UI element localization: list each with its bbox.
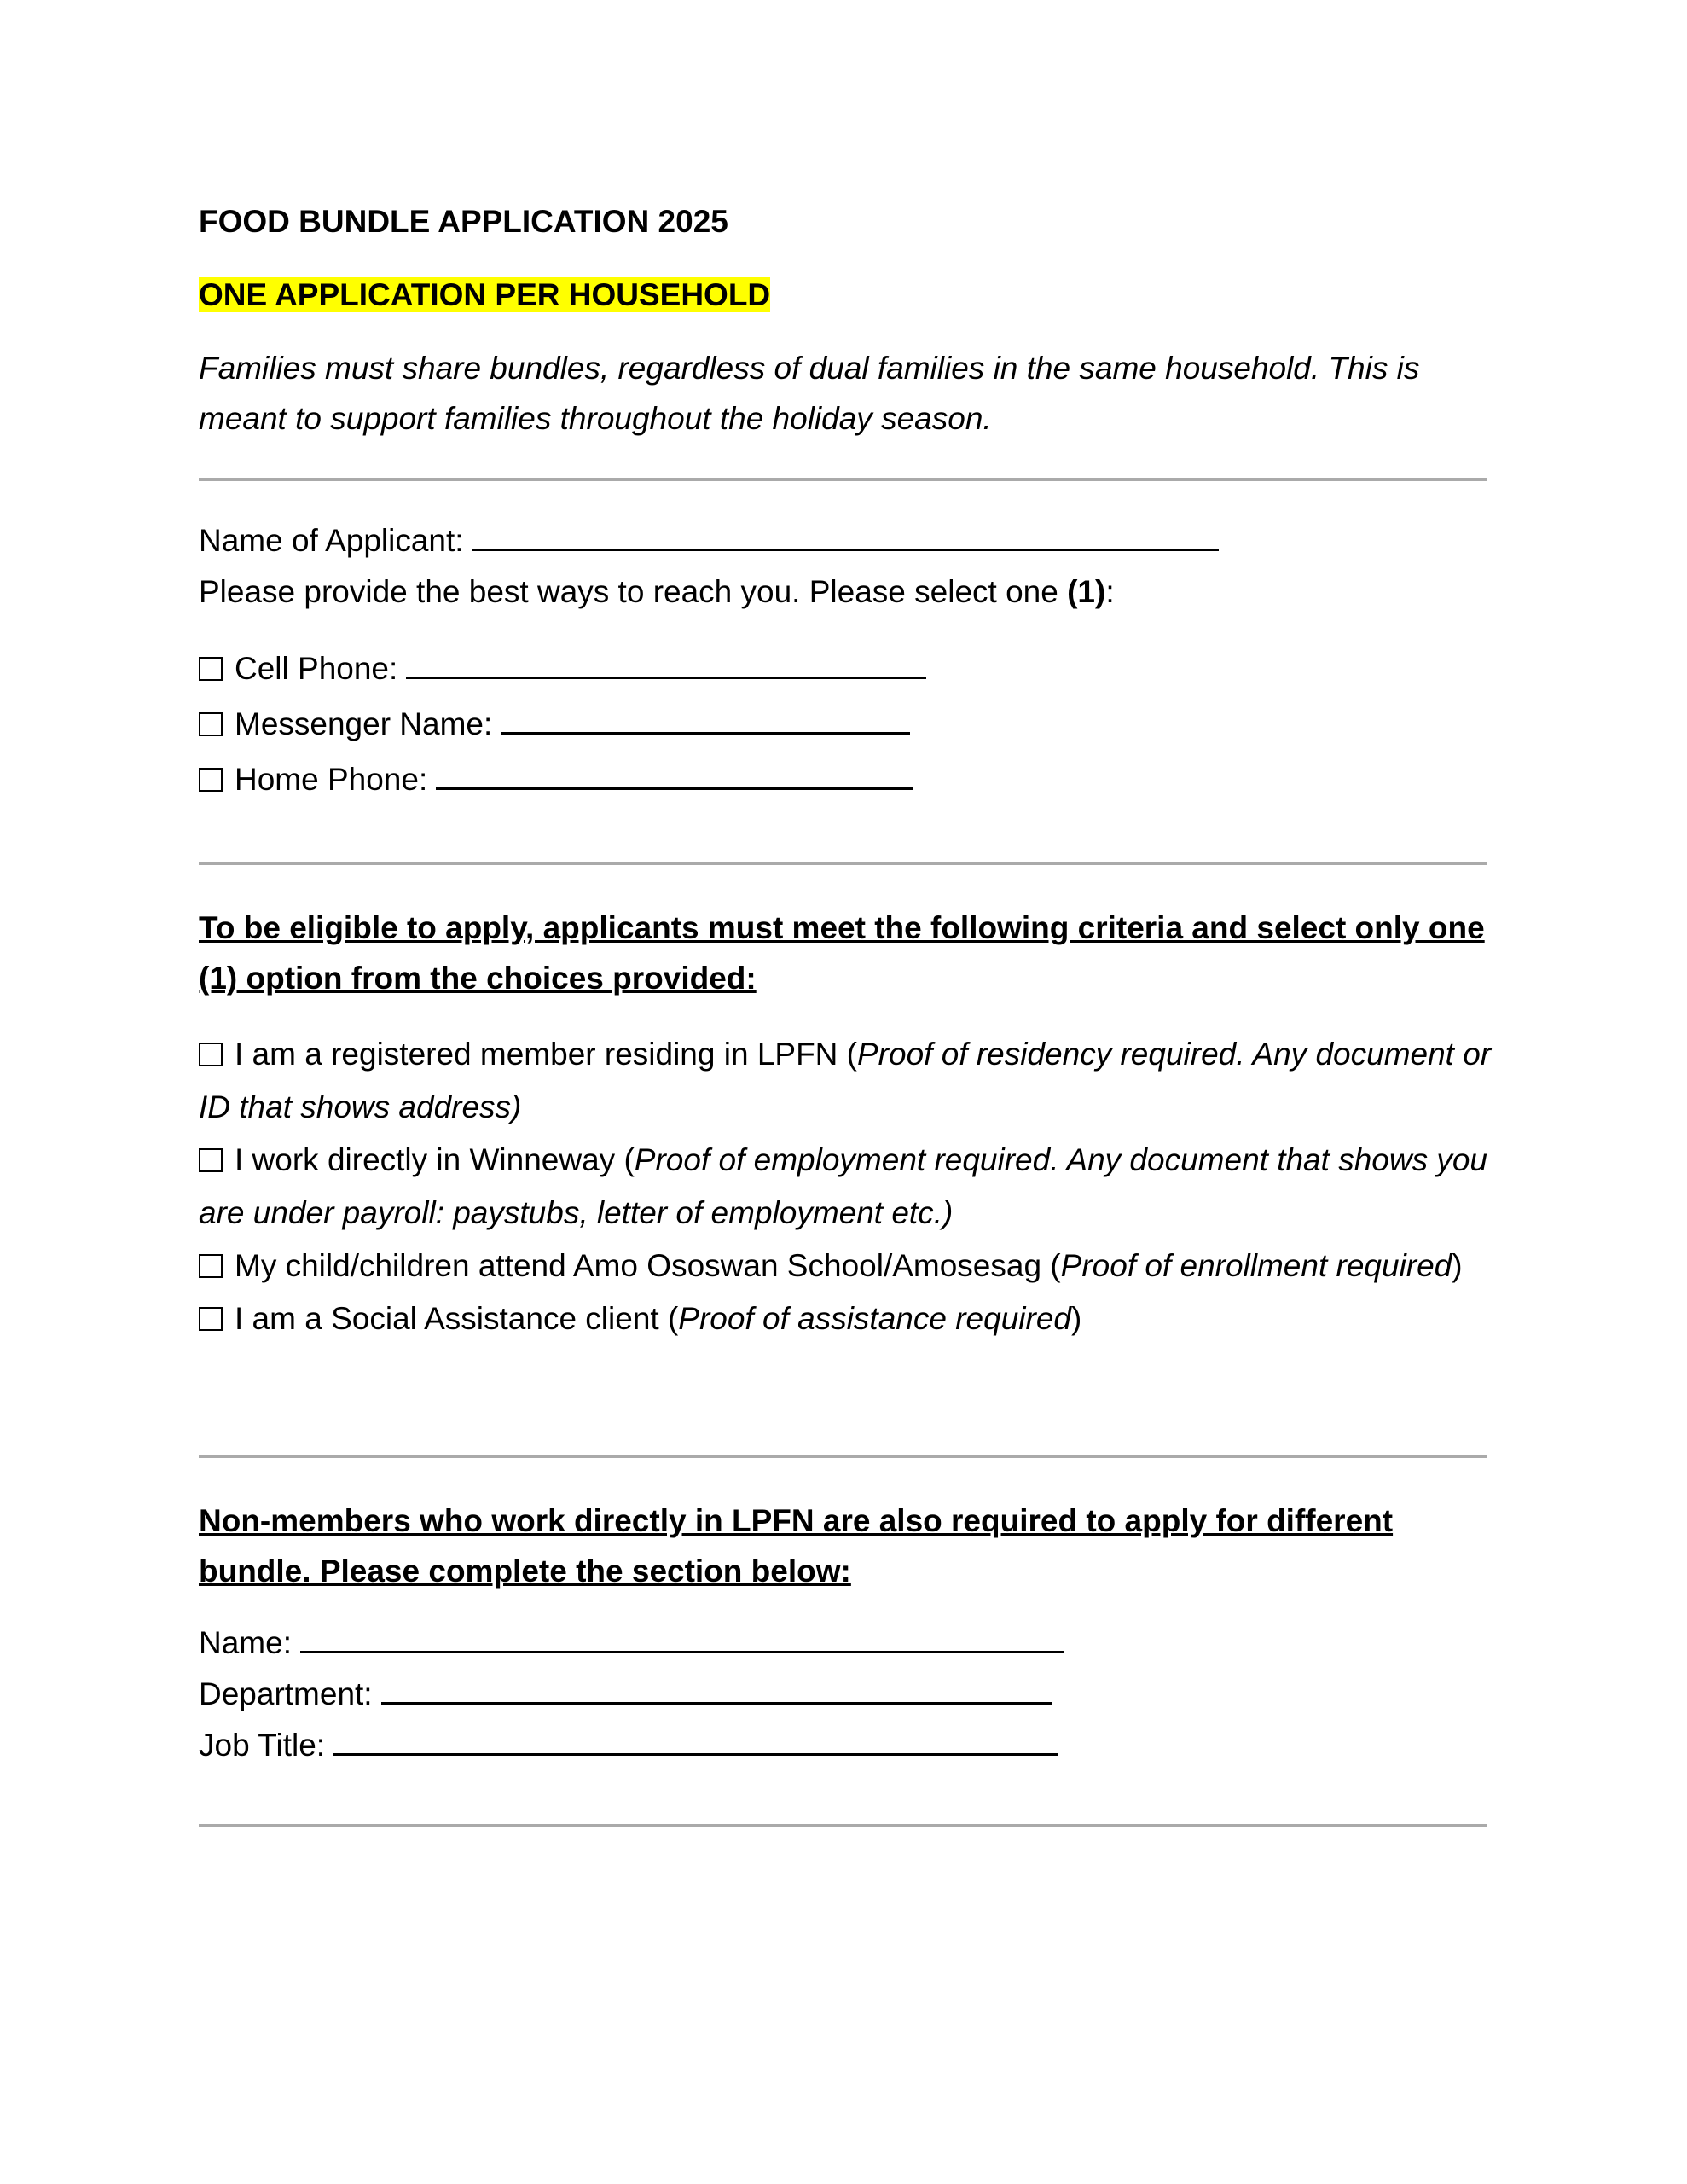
eligibility-option-text: I am a Social Assistance client (	[235, 1301, 679, 1336]
eligibility-option-text: I work directly in Winneway (	[235, 1142, 635, 1177]
eligibility-option[interactable]	[199, 1292, 1495, 1345]
applicant-name-label: Name of Applicant:	[199, 523, 464, 558]
contact-instruction-count: (1)	[1067, 574, 1106, 609]
applicant-name-field[interactable]	[472, 549, 1219, 551]
contact-option-label: Home Phone:	[235, 762, 428, 797]
non-members-heading: Non-members who work directly in LPFN are also required to apply for different bundle. Please complete the section below:	[199, 1503, 1394, 1589]
non-member-field-label: Name:	[199, 1625, 292, 1660]
contact-option-label: Cell Phone:	[235, 651, 398, 686]
eligibility-heading: To be eligible to apply, applicants must meet the following criteria and select only one (1) option from the choices provided:	[199, 910, 1485, 996]
checkbox-icon[interactable]	[199, 1307, 223, 1331]
intro-note: Families must share bundles, regardless of dual families in the same household. This is meant to support families throughout the holiday season.	[199, 351, 1420, 436]
household-notice	[199, 271, 1495, 319]
contact-option-messenger	[199, 700, 910, 748]
eligibility-option[interactable]	[199, 1028, 1495, 1134]
eligibility-option[interactable]	[199, 1134, 1495, 1240]
contact-option-label: Messenger Name:	[235, 706, 493, 741]
checkbox-icon[interactable]	[199, 712, 223, 736]
section-divider	[199, 1824, 1487, 1827]
checkbox-icon[interactable]	[199, 1043, 223, 1066]
section-divider	[199, 1455, 1487, 1458]
eligibility-option-close: )	[1070, 1301, 1082, 1336]
contact-option-home	[199, 756, 913, 804]
non-member-name-field[interactable]	[300, 1651, 1064, 1653]
messenger-name-field[interactable]	[501, 732, 910, 735]
eligibility-option-text: I am a registered member residing in LPFN (	[235, 1037, 857, 1072]
home-phone-field[interactable]	[436, 787, 913, 790]
eligibility-option[interactable]	[199, 1240, 1495, 1292]
eligibility-options	[199, 1028, 1495, 1345]
contact-option-cell	[199, 645, 926, 693]
cell-phone-field[interactable]	[406, 677, 926, 679]
form-title: FOOD BUNDLE APPLICATION 2025	[199, 204, 728, 239]
eligibility-option-proof: Proof of enrollment required	[1060, 1248, 1452, 1283]
contact-instruction	[199, 568, 1115, 616]
contact-instruction-suffix: :	[1105, 574, 1115, 609]
eligibility-option-proof: Proof of assistance required	[678, 1301, 1071, 1336]
eligibility-option-proof: Proof of employment required. Any document that shows you are under payroll: paystubs, letter of employment etc.)	[199, 1142, 1488, 1230]
non-member-field-label: Job Title:	[199, 1728, 326, 1763]
checkbox-icon[interactable]	[199, 657, 223, 681]
non-member-field-label: Department:	[199, 1676, 373, 1711]
eligibility-option-close: )	[1452, 1248, 1463, 1283]
contact-instruction-text: Please provide the best ways to reach you. Please select one	[199, 574, 1058, 609]
non-member-name-row	[199, 1619, 1064, 1667]
checkbox-icon[interactable]	[199, 768, 223, 792]
non-member-department-field[interactable]	[381, 1702, 1052, 1705]
non-member-department-row	[199, 1670, 1052, 1718]
section-divider	[199, 478, 1487, 481]
checkbox-icon[interactable]	[199, 1254, 223, 1278]
non-member-job-title-row	[199, 1722, 1058, 1769]
section-divider	[199, 862, 1487, 865]
applicant-name-row	[199, 517, 1219, 565]
non-member-job-title-field[interactable]	[333, 1753, 1058, 1756]
eligibility-option-proof: Proof of residency required. Any document or ID that shows address)	[199, 1037, 1492, 1124]
household-notice-highlight: ONE APPLICATION PER HOUSEHOLD	[199, 277, 771, 312]
checkbox-icon[interactable]	[199, 1148, 223, 1172]
eligibility-option-text: My child/children attend Amo Ososwan School/Amosesag (	[235, 1248, 1061, 1283]
